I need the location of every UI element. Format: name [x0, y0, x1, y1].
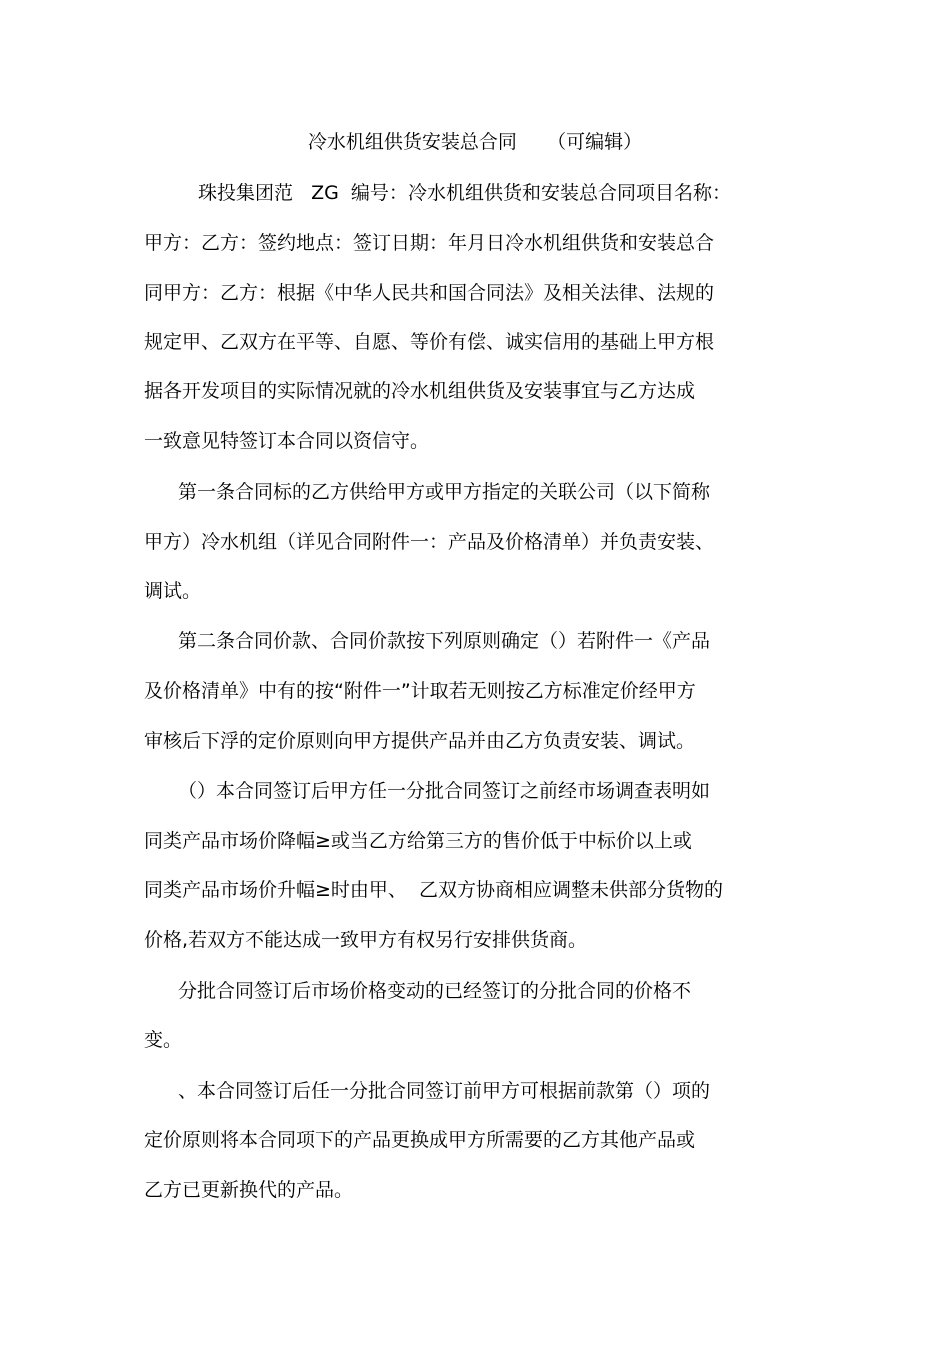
paragraph-line: 、本合同签订后任一分批合同签订前甲方可根据前款第（）项的	[178, 1080, 711, 1102]
document-title: 冷水机组供货安装总合同 （可编辑）	[307, 131, 643, 153]
paragraph-line: 定价原则将本合同项下的产品更换成甲方所需要的乙方其他产品或	[144, 1129, 696, 1151]
paragraph-line: 珠投集团范 ZG 编号：冷水机组供货和安装总合同项目名称：	[198, 182, 731, 204]
paragraph-line: 同类产品市场价降幅≥或当乙方给第三方的售价低于中标价以上或	[144, 830, 692, 852]
paragraph-line: 调试。	[144, 580, 202, 602]
paragraph-line: 变。	[144, 1029, 183, 1051]
paragraph-line: （）本合同签订后甲方任一分批合同签订之前经市场调查表明如	[178, 780, 711, 802]
paragraph-line: 乙方已更新换代的产品。	[144, 1179, 354, 1201]
paragraph-line: 甲方）冷水机组（详见合同附件一：产品及价格清单）并负责安装、	[144, 531, 715, 553]
paragraph-line: 分批合同签订后市场价格变动的已经签订的分批合同的价格不	[178, 980, 692, 1002]
paragraph-line: 价格,若双方不能达成一致甲方有权另行安排供货商。	[144, 929, 588, 951]
paragraph-line: 第二条合同价款、合同价款按下列原则确定（）若附件一《产品	[178, 630, 711, 652]
paragraph-line: 据各开发项目的实际情况就的冷水机组供货及安装事宜与乙方达成	[144, 380, 696, 402]
paragraph-line: 第一条合同标的乙方供给甲方或甲方指定的关联公司（以下简称	[178, 481, 711, 503]
paragraph-line: 一致意见特签订本合同以资信守。	[144, 430, 430, 452]
paragraph-line: 同类产品市场价升幅≥时由甲、 乙双方协商相应调整未供部分货物的	[144, 879, 724, 901]
paragraph-line: 规定甲、乙双方在平等、自愿、等价有偿、诚实信用的基础上甲方根	[144, 331, 715, 353]
paragraph-line: 甲方：乙方：签约地点：签订日期：年月日冷水机组供货和安装总合	[144, 232, 715, 254]
paragraph-line: 及价格清单》中有的按“附件一”计取若无则按乙方标准定价经甲方	[144, 680, 696, 702]
paragraph-line: 审核后下浮的定价原则向甲方提供产品并由乙方负责安装、调试。	[144, 730, 696, 752]
paragraph-line: 同甲方：乙方：根据《中华人民共和国合同法》及相关法律、法规的	[144, 282, 715, 304]
